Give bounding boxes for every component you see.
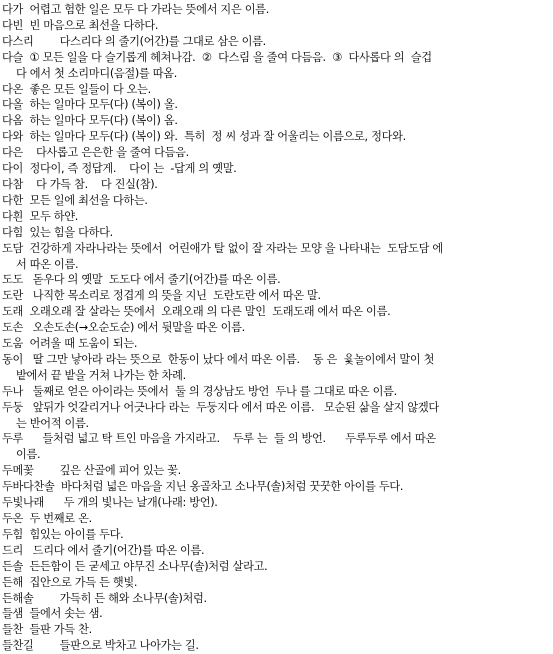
text-line: 두나 둘째로 얻은 아이라는 뜻에서 둘 의 경상남도 방언 두나 를 그대로 따온 이름. [2,384,397,398]
text-line: 동이 딸 그만 낳아라 라는 뜻으로 한동이 났다 에서 따온 이름. 동 은 윷놀이에서 말이 첫 [2,352,435,366]
text-line: 다옴 하는 일마다 모두(다) (복이) 옴. [2,114,178,128]
text-line: 서 따온 이름. [16,257,79,271]
text-line: 드리 드리다 에서 줄기(어간)를 따온 이름. [2,543,205,557]
text-line: 두빛나래 두 개의 빛나는 날개(나래: 방언). [2,496,218,510]
text-line: 두둥 앞뒤가 엇갈리거나 어긋나다 라는 두둥지다 에서 따온 이름. 모순된 삶을 살지 않겠다 [2,400,439,414]
text-line: 다가 어렵고 험한 일은 모두 다 가라는 뜻에서 지은 이름. [2,3,269,16]
text-line: 다참 다 가득 참. 다 진실(참). [2,177,158,191]
text-line: 다힘 있는 힘을 다하다. [2,225,113,239]
text-line: 다온 좋은 모든 일들이 다 오는. [2,82,151,96]
text-line: 두온 두 번째로 온. [2,512,92,525]
text-line: 두바다찬솔 바다처럼 넓은 마음을 지닌 옹골차고 소나무(솔)처럼 꿋꿋한 아이를 두다. [2,480,404,494]
text-line: 밭에서 끝 밭을 거쳐 나가는 한 차례. [16,368,186,382]
text-line: 도움 어려울 때 도움이 되는. [2,337,138,351]
text-line: 도담 건강하게 자라나라는 뜻에서 어린애가 탈 없이 잘 자라는 모양 을 나타내는 도담도담 에 [2,241,443,255]
text-line: 다빈 빈 마음으로 최선을 다하다. [2,18,159,32]
text-line: 도란 나직한 목소리로 정겹게 의 뜻을 지닌 도란도란 에서 따온 말. [2,289,321,303]
text-line: 다스리 다스리다 의 줄기(어간)를 그대로 삼은 이름. [2,34,266,48]
text-line: 두루 들처럼 넓고 탁 트인 마음을 가지라고. 두루 는 들 의 방언. 두루두루 에서 따온 [2,432,436,446]
text-line: 도래 오래오래 잘 살라는 뜻에서 오래오래 의 다른 말인 도래도래 에서 따온 이름. [2,305,391,319]
text-line: 다한 모든 일에 최선을 다하는. [2,193,148,207]
text-line: 도도 돋우다 의 옛말 도도다 에서 줄기(어간)를 따온 이름. [2,273,281,287]
text-line: 다흰 모두 하얀. [2,209,79,223]
text-line: 들샘 들에서 솟는 샘. [2,607,103,621]
text-line: 다올 하는 일마다 모두(다) (복이) 올. [2,98,178,112]
text-line: 든솔 든든함이 든 굳세고 야무진 소나무(솔)처럼 살라고. [2,559,268,573]
text-line: 는 반어적 이름. [16,416,89,430]
text-line: 들찬 들판 가득 찬. [2,623,92,637]
text-line: 도손 오손도손(→오순도순) 에서 뒷말을 따온 이름. [2,321,245,335]
text-line: 다 에서 첫 소리마디(음절)를 따옴. [16,66,178,80]
text-line: 이름. [16,448,41,462]
text-line: 다슬 ① 모든 일을 다 슬기롭게 헤쳐나감. ② 다스림 을 줄여 다듬음. ③ 다사롭다 의 슬겁 [2,50,432,64]
text-line: 두힘 힘있는 아이를 두다. [2,527,124,541]
text-line: 다와 하는 일마다 모두(다) (복이) 와. 특히 정 씨 성과 잘 어울리는 이름으로, 정다와. [2,130,406,144]
text-line: 든해 집안으로 가득 든 햇빛. [2,575,138,589]
text-line: 두메꽃 깊은 산골에 피어 있는 꽃. [2,464,181,478]
text-line: 들찬길 들판으로 박차고 나아가는 길. [2,639,199,653]
text-line: 다이 정다이, 즉 정답게. 다이 는 -답게 의 옛말. [2,162,237,176]
text-line: 든해솔 가득히 든 해와 소나무(솔)처럼. [2,591,207,605]
text-line: 다은 다사롭고 은은한 을 줄여 다듬음. [2,146,189,160]
